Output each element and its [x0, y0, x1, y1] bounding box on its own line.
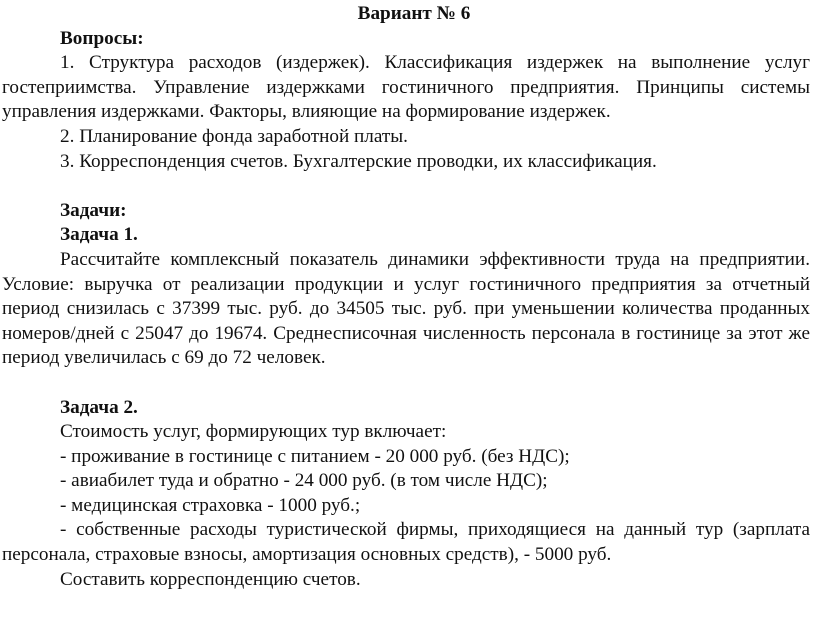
- task-2-heading: Задача 2.: [60, 396, 138, 418]
- task-2-intro: Стоимость услуг, формирующих тур включает:: [60, 421, 447, 443]
- questions-heading: Вопросы:: [60, 27, 144, 49]
- question-1: 1. Структура расходов (издержек). Классификация издержек на выполнение услуг гостеприимства. Управление издержками гостиничного предприятия. Принципы системы управления издержками. Факторы, влияющие на формирование издержек.: [2, 52, 810, 123]
- task-1-heading: Задача 1.: [60, 224, 138, 246]
- document-title: Вариант № 6: [357, 3, 471, 24]
- task-2-item-1: - проживание в гостинице с питанием - 20 000 руб. (без НДС);: [60, 445, 570, 467]
- task-2-closing: Составить корреспонденцию счетов.: [60, 568, 361, 590]
- task-1-text: Рассчитайте комплексный показатель динамики эффективности труда на предприятии. Условие: выручка от реализации продукции и услуг гостиничного предприятия за отчетный период снизилась с 37399 тыс. руб. до 34505 тыс. руб. при уменьшении количества проданных номеров/дней с 25047 до 19674. Среднесписочная численность персонала в гостинице за этот же период увеличилась с 69 до 72 человек.: [2, 248, 810, 369]
- task-2-item-3: - медицинская страховка - 1000 руб.;: [60, 494, 361, 516]
- spacer: [2, 371, 810, 396]
- task-2-item-4: - собственные расходы туристической фирмы, приходящиеся на данный тур (зарплата персонала, страховые взносы, амортизация основных средств), - 5000 руб.: [2, 519, 810, 566]
- question-2: 2. Планирование фонда заработной платы.: [60, 125, 408, 147]
- tasks-heading: Задачи:: [60, 199, 127, 221]
- question-3: 3. Корреспонденция счетов. Бухгалтерские проводки, их классификация.: [60, 150, 657, 172]
- spacer: [2, 174, 810, 199]
- task-2-item-2: - авиабилет туда и обратно - 24 000 руб. (в том числе НДС);: [60, 470, 548, 492]
